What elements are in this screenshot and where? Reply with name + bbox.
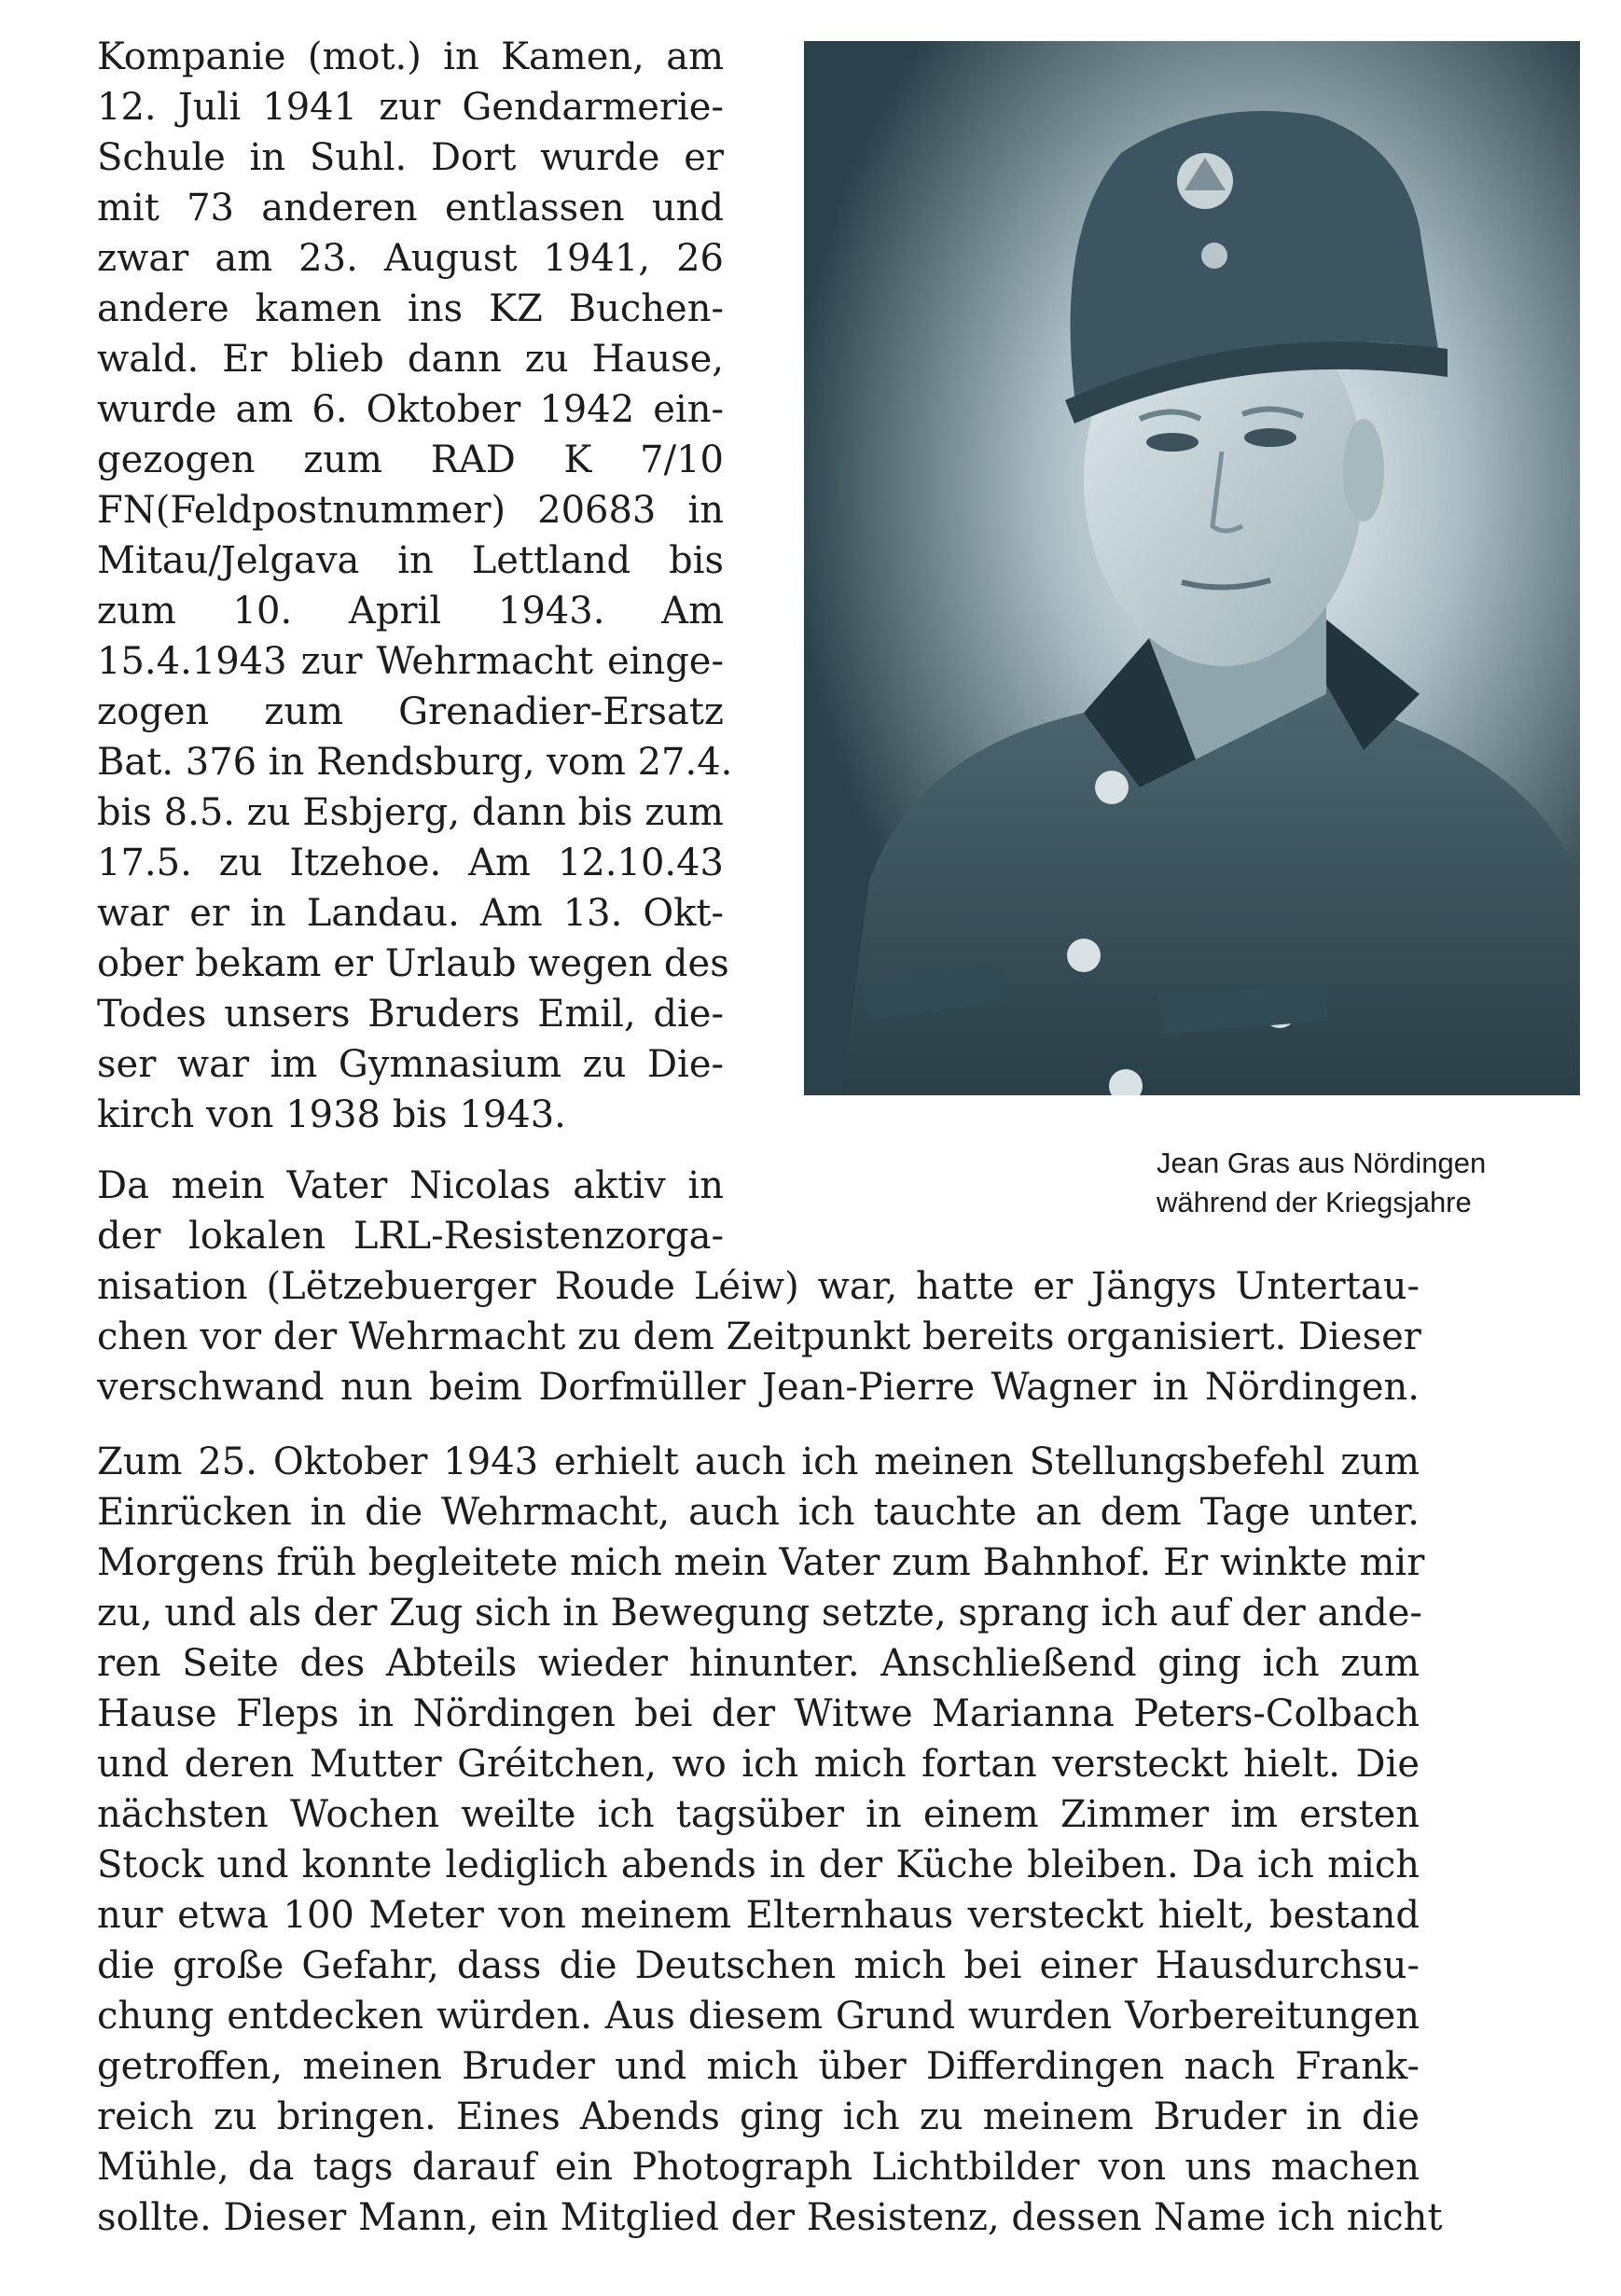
text-line: 17.5. zu Itzehoe. Am 12.10.43 (97, 842, 724, 884)
text-line: Todes unsers Bruders Emil, die- (97, 993, 724, 1036)
text-line: wurde am 6. Oktober 1942 ein- (97, 388, 724, 431)
text-line: Bat. 376 in Rendsburg, vom 27.4. (97, 741, 733, 784)
text-line: Zum 25. Oktober 1943 erhielt auch ich meinen Stellungsbefehl zum (97, 1440, 1420, 1483)
text-line: nisation (Lëtzebuerger Roude Léiw) war, hatte er Jängys Untertau- (97, 1265, 1420, 1308)
text-line: Mitau/Jelgava in Lettland bis (97, 539, 724, 582)
text-line: zwar am 23. August 1941, 26 (97, 237, 724, 280)
caption-line: Jean Gras aus Nördingen (1157, 1147, 1487, 1179)
text-line: Schule in Suhl. Dort wurde er (97, 136, 724, 179)
text-line: getroffen, meinen Bruder und mich über Differdingen nach Frank- (97, 2045, 1420, 2088)
text-line: sollte. Dieser Mann, ein Mitglied der Resistenz, dessen Name ich nicht (97, 2196, 1443, 2239)
text-line: zum 10. April 1943. Am (97, 590, 724, 633)
text-line: 12. Juli 1941 zur Gendarmerie- (97, 86, 724, 129)
text-line: zu, und als der Zug sich in Bewegung setzte, sprang ich auf der ande- (97, 1592, 1422, 1635)
text-line: Einrücken in die Wehrmacht, auch ich tauchte an dem Tage unter. (97, 1491, 1420, 1534)
text-line: chen vor der Wehrmacht zu dem Zeitpunkt bereits organisiert. Dieser (97, 1315, 1421, 1358)
portrait-photo (804, 41, 1580, 1095)
text-line: gezogen zum RAD K 7/10 (97, 438, 724, 481)
text-line: ren Seite des Abteils wieder hinunter. Anschließend ging ich zum (97, 1642, 1420, 1685)
text-line: andere kamen ins KZ Buchen- (97, 287, 724, 330)
text-line: ober bekam er Urlaub wegen des (97, 942, 729, 985)
text-line: nur etwa 100 Meter von meinem Elternhaus versteckt hielt, bestand (97, 1894, 1420, 1937)
text-line: mit 73 anderen entlassen und (97, 187, 724, 230)
text-line: der lokalen LRL-Resistenzorga- (97, 1215, 724, 1258)
portrait-illustration (804, 41, 1580, 1095)
text-line: Stock und konnte lediglich abends in der Küche bleiben. Da ich mich (97, 1844, 1420, 1886)
text-line: 15.4.1943 zur Wehrmacht einge- (97, 640, 724, 683)
text-line: wald. Er blieb dann zu Hause, (97, 338, 724, 381)
text-line: Hause Fleps in Nördingen bei der Witwe Marianna Peters-Colbach (97, 1692, 1420, 1735)
text-line: Mühle, da tags darauf ein Photograph Lichtbilder von uns machen (97, 2146, 1420, 2189)
text-line: Morgens früh begleitete mich mein Vater zum Bahnhof. Er winkte mir (97, 1541, 1425, 1584)
text-line: zogen zum Grenadier-Ersatz (97, 690, 724, 733)
text-line: kirch von 1938 bis 1943. (97, 1093, 566, 1136)
text-line: Kompanie (mot.) in Kamen, am (97, 35, 724, 78)
text-line: ser war im Gymnasium zu Die- (97, 1043, 724, 1086)
text-line: chung entdecken würden. Aus diesem Grund wurden Vorbereitungen (97, 1995, 1420, 2038)
text-line: und deren Mutter Gréitchen, wo ich mich fortan versteckt hielt. Die (97, 1743, 1420, 1786)
text-line: war er in Landau. Am 13. Okt- (97, 892, 724, 935)
text-line: reich zu bringen. Eines Abends ging ich zu meinem Bruder in die (97, 2095, 1420, 2138)
text-line: bis 8.5. zu Esbjerg, dann bis zum (97, 791, 724, 834)
text-line: FN(Feldpostnummer) 20683 in (97, 489, 724, 532)
photo-caption (1157, 1144, 1567, 1222)
text-line: Da mein Vater Nicolas aktiv in (97, 1164, 724, 1207)
text-line: nächsten Wochen weilte ich tagsüber in einem Zimmer im ersten (97, 1793, 1420, 1836)
caption-line: während der Kriegsjahre (1157, 1186, 1472, 1218)
text-line: verschwand nun beim Dorfmüller Jean-Pierre Wagner in Nördingen. (97, 1366, 1420, 1409)
text-line: die große Gefahr, dass die Deutschen mich bei einer Hausdurchsu- (97, 1944, 1420, 1987)
